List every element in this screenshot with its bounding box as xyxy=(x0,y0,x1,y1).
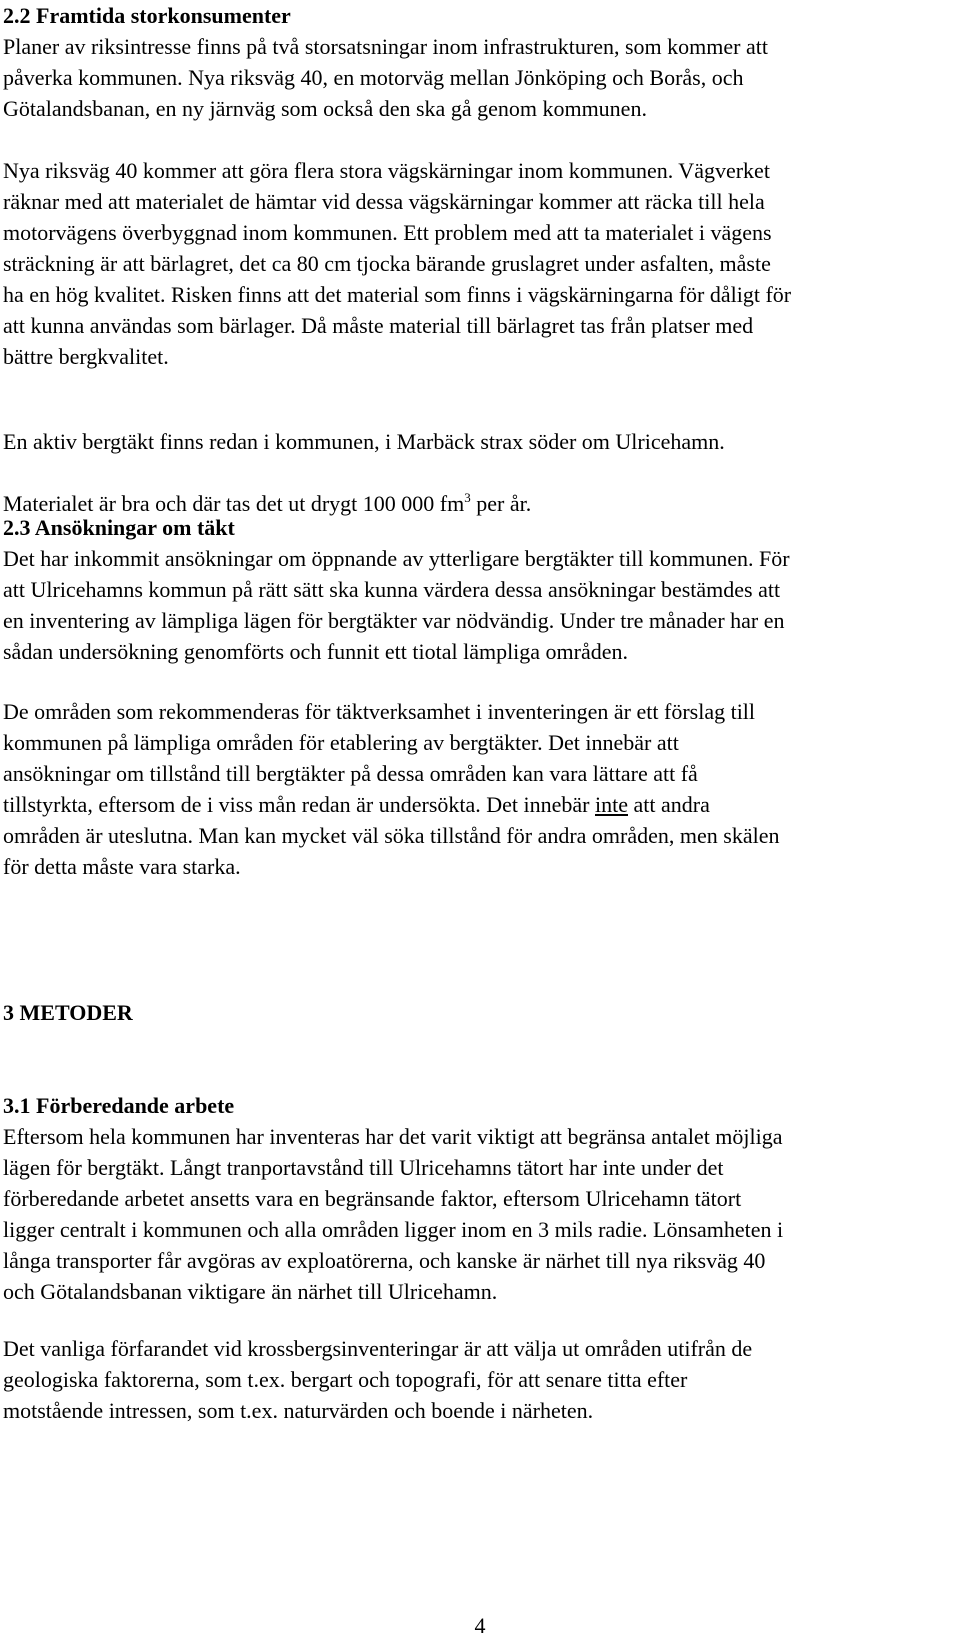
underlined-word: inte xyxy=(595,792,628,817)
paragraph-active-quarry-line1: En aktiv bergtäkt finns redan i kommunen, i Marbäck strax söder om Ulricehamn. xyxy=(3,429,725,454)
paragraph-active-quarry-line2: Materialet är bra och där tas det ut drygt 100 000 fm xyxy=(3,491,465,516)
paragraph-active-quarry-line2-end: per år. xyxy=(470,491,532,516)
page-number: 4 xyxy=(474,1613,486,1638)
section-heading-2-3: 2.3 Ansökningar om täkt xyxy=(3,515,235,540)
superscript-3: 3 xyxy=(464,490,471,505)
paragraph-recommended-areas-part2: att andra områden är uteslutna. Man kan mycket väl söka tillstånd för andra områden, men skälen för detta måste vara starka. xyxy=(3,792,780,879)
paragraph-active-quarry xyxy=(3,395,953,519)
paragraph-applications: Det har inkommit ansökningar om öppnande av ytterligare bergtäkter till kommunen. För att Ulricehamns kommun på rätt sätt ska kunna värdera dessa ansökningar bestämdes att en inventering av lämpliga lägen för bergtäkter var nödvändig. Under tre månader har en sådan undersökning genomförts och funnit ett tiotal lämpliga områden. xyxy=(3,546,790,664)
paragraph-riksvag-40: Nya riksväg 40 kommer att göra flera stora vägskärningar inom kommunen. Vägverket räknar med att materialet de hämtar vid dessa vägskärningar kommer att räcka till hela motorvägens överbyggnad inom kommunen. Ett problem med att ta materialet i vägens sträckning är att bärlagret, det ca 80 cm tjocka bärande gruslagret under asfalten, måste ha en hög kvalitet. Risken finns att det material som finns i vägskärningarna för dåligt för att kunna användas som bärlager. Då måste material till bärlagret tas från platser med bättre bergkvalitet. xyxy=(3,158,792,369)
paragraph-recommended-areas xyxy=(3,696,953,882)
paragraph-usual-procedure: Det vanliga förfarandet vid krossbergsinventeringar är att välja ut områden utifrån de geologiska faktorerna, som t.ex. bergart och topografi, för att senare titta efter motstående intressen, som t.ex. naturvärden och boende i närheten. xyxy=(3,1336,753,1423)
section-heading-3: 3 METODER xyxy=(3,1000,133,1025)
paragraph-recommended-areas-part1: De områden som rekommenderas för täktverksamhet i inventeringen är ett förslag till kommunen på lämpliga områden för etablering av bergtäkter. Det innebär att ansökningar om tillstånd till bergtäkter på dessa områden kan vara lättare att få tillstyrkta, eftersom de i viss mån redan är undersökta. Det innebär xyxy=(3,699,756,817)
paragraph-preparatory-work: Eftersom hela kommunen har inventeras har det varit viktigt att begränsa antalet möjliga lägen för bergtäkt. Långt tranportavstånd till Ulricehamns tätort har inte under det förberedande arbetet ansetts vara en begränsande faktor, eftersom Ulricehamn tätort ligger centralt i kommunen och alla områden ligger inom en 3 mils radie. Lönsamheten i långa transporter får avgöras av exploatörerna, och kanske är närhet till nya riksväg 40 och Götalandsbanan viktigare än närhet till Ulricehamn. xyxy=(3,1124,784,1304)
paragraph-infrastructure: Planer av riksintresse finns på två storsatsningar inom infrastrukturen, som kommer att påverka kommunen. Nya riksväg 40, en motorväg mellan Jönköping och Borås, och Götalandsbanan, en ny järnväg som också den ska gå genom kommunen. xyxy=(3,34,768,121)
section-heading-2-2: 2.2 Framtida storkonsumenter xyxy=(3,3,291,28)
section-heading-3-1: 3.1 Förberedande arbete xyxy=(3,1093,235,1118)
